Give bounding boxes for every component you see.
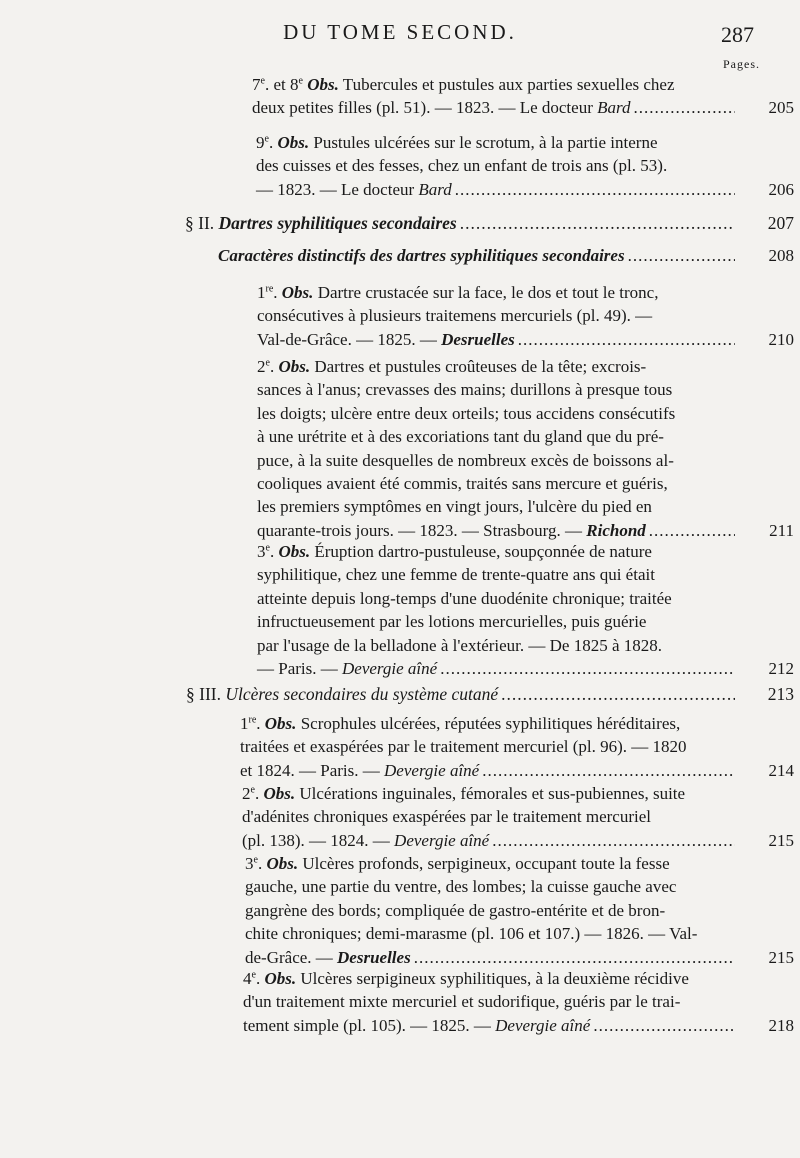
entry-page: 215	[768, 830, 794, 850]
author-name: Richond	[586, 520, 646, 540]
author-name: Bard	[418, 179, 452, 199]
author-name: Desruelles	[337, 947, 411, 967]
entry-line: 2e. Obs. Ulcérations inguinales, fémorales et sus-pubiennes, suite	[242, 784, 686, 803]
obs-label: Obs.	[277, 133, 310, 152]
dot-leader	[482, 759, 735, 782]
entry-last-line: (pl. 138). — 1824. — Devergie aîné ..... 215	[242, 829, 738, 852]
running-head: DU TOME SECOND.	[283, 20, 517, 44]
section-number: § II.	[185, 213, 215, 233]
entry-line: gangrène des bords; compliquée de gastro-entérite et de bron-	[245, 900, 666, 920]
entry-line: 3e. Obs. Ulcères profonds, serpigineux, occupant toute la fesse	[245, 854, 670, 873]
entry-line: les doigts; ulcère entre deux orteils; tous accidens consécutifs	[257, 403, 676, 423]
dot-leader	[593, 1014, 735, 1037]
entry-page: 205	[768, 98, 794, 118]
entry-line: 7e. et 8e Obs. Tubercules et pustules aux parties sexuelles chez	[252, 75, 675, 94]
obs-label: Obs.	[264, 969, 297, 988]
author-name: Bard	[597, 98, 631, 118]
toc-entry	[257, 355, 794, 542]
obs-label: Obs.	[278, 542, 311, 561]
entry-line: consécutives à plusieurs traitemens mercuriels (pl. 49). —	[257, 306, 653, 326]
dot-leader	[649, 519, 735, 542]
entry-page: 210	[768, 329, 794, 349]
author-name: Desruelles	[441, 329, 515, 349]
entry-line: 3e. Obs. Éruption dartro-pustuleuse, soupçonnée de nature	[257, 542, 652, 561]
entry-last-line: — 1823. — Le docteur Bard ..... 206	[256, 178, 738, 201]
entry-page: 215	[768, 947, 794, 967]
toc-entry	[256, 131, 794, 201]
section-number: § III.	[186, 684, 221, 704]
toc-entry	[257, 281, 794, 351]
subsection-heading	[218, 244, 794, 267]
entry-last-line: tement simple (pl. 105). — 1825. — Devergie aîné ..... 218	[243, 1014, 738, 1037]
dot-leader	[440, 657, 735, 680]
toc-entry	[252, 73, 794, 120]
toc-entry	[240, 712, 794, 782]
pages-column-label: Pages.	[723, 57, 760, 71]
dot-leader	[455, 178, 735, 201]
entry-last-line: de-Grâce. — Desruelles ..... 215	[245, 946, 738, 969]
dot-leader	[501, 683, 735, 706]
entry-page: 206	[768, 179, 794, 199]
entry-page: 214	[768, 760, 794, 780]
author-name: Devergie aîné	[342, 659, 438, 679]
toc-entry	[243, 967, 794, 1037]
entry-page: 212	[768, 659, 794, 679]
entry-page: 218	[768, 1015, 794, 1035]
section-heading	[186, 683, 794, 706]
obs-label: Obs.	[281, 283, 314, 302]
dot-leader	[460, 212, 735, 235]
section-title: Dartres syphilitiques secondaires	[218, 213, 457, 233]
entry-page: 207	[767, 213, 794, 233]
entry-line: 1re. Obs. Scrophules ulcérées, réputées syphilitiques héréditaires,	[240, 714, 681, 733]
author-name: Devergie aîné	[384, 760, 480, 780]
obs-label: Obs.	[264, 714, 297, 733]
entry-line: chite chroniques; demi-marasme (pl. 106 et 107.) — 1826. — Val-	[245, 924, 698, 944]
entry-line: d'adénites chroniques exaspérées par le traitement mercuriel	[242, 807, 651, 827]
entry-line: à une urétrite et à des excoriations tant du gland que du pré-	[257, 427, 664, 447]
author-name: Devergie aîné	[394, 830, 490, 850]
entry-line: 4e. Obs. Ulcères serpigineux syphilitiques, à la deuxième récidive	[243, 969, 689, 988]
entry-line: cooliques avaient été commis, traités sans mercure et guéris,	[257, 474, 668, 494]
entry-last-line: deux petites filles (pl. 51). — 1823. — Le docteur Bard ..... 205	[252, 96, 738, 119]
entry-page: 208	[768, 246, 794, 265]
section-heading	[185, 212, 794, 235]
toc-entry	[245, 852, 794, 969]
entry-last-line: Val-de-Grâce. — 1825. — Desruelles ..... 210	[257, 328, 738, 351]
entry-line: gauche, une partie du ventre, des lombes; la cuisse gauche avec	[245, 877, 677, 897]
entry-line: des cuisses et des fesses, chez un enfant de trois ans (pl. 53).	[256, 156, 668, 176]
dot-leader	[628, 244, 735, 267]
author-name: Devergie aîné	[495, 1015, 591, 1035]
entry-line: 1re. Obs. Dartre crustacée sur la face, le dos et tout le tronc,	[257, 283, 659, 302]
entry-line: par l'usage de la belladone à l'extérieur. — De 1825 à 1828.	[257, 635, 663, 655]
entry-page: 213	[767, 684, 794, 704]
dot-leader	[492, 829, 735, 852]
entry-page: 211	[769, 520, 794, 540]
obs-label: Obs.	[266, 854, 299, 873]
toc-entry	[257, 540, 794, 680]
dot-leader	[414, 946, 735, 969]
entry-line: infructueusement par les lotions mercurielles, puis guérie	[257, 612, 647, 632]
obs-label: Obs.	[278, 357, 311, 376]
entry-line: syphilitique, chez une femme de trente-quatre ans qui était	[257, 565, 655, 585]
toc-entry	[242, 782, 794, 852]
entry-last-line: — Paris. — Devergie aîné ..... 212	[257, 657, 738, 680]
entry-line: les premiers symptômes en vingt jours, l'ulcère du pied en	[257, 497, 652, 517]
subsection-title: Caractères distinctifs des dartres syphilitiques secondaires	[218, 246, 625, 265]
obs-label: Obs.	[263, 784, 296, 803]
entry-line: puce, à la suite desquelles de nombreux excès de boissons al-	[257, 450, 674, 470]
dot-leader	[634, 96, 736, 119]
entry-line: 2e. Obs. Dartres et pustules croûteuses de la tête; excrois-	[257, 357, 647, 376]
entry-last-line: et 1824. — Paris. — Devergie aîné ..... 214	[240, 759, 738, 782]
entry-last-line: quarante-trois jours. — 1823. — Strasbourg. — Richond ..... 211	[257, 519, 738, 542]
page-number: 287	[721, 22, 754, 47]
entry-line: d'un traitement mixte mercuriel et sudorifique, guéris par le trai-	[243, 992, 681, 1012]
dot-leader	[518, 328, 735, 351]
entry-line: traitées et exaspérées par le traitement mercuriel (pl. 96). — 1820	[240, 737, 687, 757]
obs-label: Obs.	[307, 75, 339, 94]
section-title: Ulcères secondaires du système cutané	[225, 684, 499, 704]
entry-line: atteinte depuis long-temps d'une duodénite chronique; traitée	[257, 588, 672, 608]
entry-line: 9e. Obs. Pustules ulcérées sur le scrotum, à la partie interne	[256, 133, 658, 152]
entry-line: sances à l'anus; crevasses des mains; durillons à presque tous	[257, 380, 673, 400]
